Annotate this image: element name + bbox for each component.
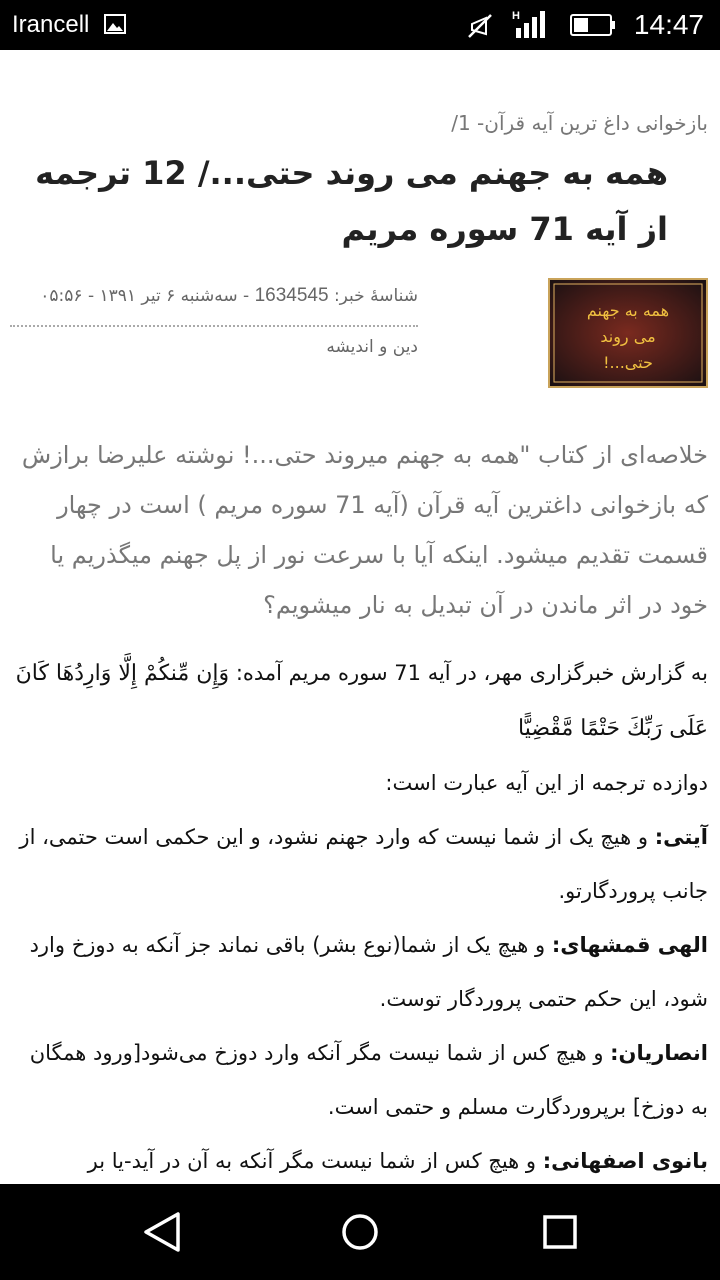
translator-name: بانوی اصفهانی: bbox=[542, 1149, 708, 1173]
clock: 14:47 bbox=[633, 9, 704, 40]
article-view[interactable] bbox=[0, 50, 720, 1184]
navigation-bar bbox=[0, 1184, 720, 1280]
translations-heading: دوازده ترجمه از این آیه عبارت است: bbox=[385, 771, 708, 795]
translator-name: آیتی: bbox=[654, 825, 708, 849]
thumbnail-text-line2: می روند bbox=[600, 327, 656, 346]
translation-text: و هیچ کس از شما نیست مگر آنکه وارد دوزخ می‌شود[ورود همگان به دوزخ] برپروردگارت مسلم و حتمی است. bbox=[29, 1041, 708, 1119]
article-thumbnail[interactable] bbox=[548, 278, 708, 388]
article-meta bbox=[10, 282, 418, 310]
meta-divider bbox=[10, 325, 418, 327]
article-date: - سه‌شنبه ۶ تیر ۱۳۹۱ - ۰۵:۵۶ bbox=[40, 286, 250, 306]
battery-icon bbox=[570, 14, 616, 36]
translation-text: و هیچ یک از شما نیست که وارد جهنم نشود، و این حکمی است حتمی، از جانب پروردگارتو. bbox=[19, 825, 708, 903]
article-kicker: بازخوانی داغ ترین آیه قرآن- 1/ bbox=[451, 111, 708, 135]
translator-name: انصاریان: bbox=[610, 1041, 708, 1065]
article-category[interactable]: دین و اندیشه bbox=[326, 337, 418, 357]
article-body bbox=[12, 646, 708, 1184]
signal-icon bbox=[510, 8, 552, 40]
article-headline: همه به جهنم می روند حتی.../ 12 ترجمه از آیه 71 سوره مریم bbox=[35, 154, 668, 248]
news-id: 1634545 bbox=[254, 285, 329, 306]
translation-text: و هیچ یک از شما(نوع بشر) باقی نماند جز آنکه به دوزخ وارد شود، این حکم حتمی پروردگار توست. bbox=[29, 933, 708, 1011]
recents-icon[interactable] bbox=[532, 1204, 588, 1260]
article-summary: خلاصه‌ای از کتاب "همه به جهنم میروند حتی...! نوشته علیرضا برازش که بازخوانی داغترین آیه قرآن (آیه 71 سوره مریم ) است در چهار قسمت تقدیم میشود. اینکه آیا با سرعت نور از پل جهنم میگذریم یا خود در اثر ماندن در آن تبدیل به نار میشویم؟ bbox=[21, 441, 708, 619]
translation-text: و هیچ کس از شما نیست مگر آنکه به آن در آید-یا بر bbox=[87, 1149, 537, 1173]
back-icon[interactable] bbox=[134, 1204, 190, 1260]
mute-icon bbox=[466, 12, 494, 40]
carrier-name: Irancell bbox=[12, 11, 90, 38]
translation-item bbox=[12, 1026, 708, 1134]
intro-paragraph bbox=[12, 646, 708, 756]
news-id-label: شناسهٔ خبر: bbox=[333, 286, 418, 306]
translator-name: الهی قمشهای: bbox=[551, 933, 708, 957]
status-bar bbox=[0, 0, 720, 50]
translation-item bbox=[12, 810, 708, 918]
translation-item bbox=[12, 1134, 708, 1184]
image-icon bbox=[104, 14, 126, 34]
quran-verse: وَإِن مِّنكُمْ إِلَّا وَارِدُهَا كَانَ عَلَى رَبِّكَ حَتْمًا مَّقْضِيًّا bbox=[15, 661, 708, 741]
translation-item bbox=[12, 918, 708, 1026]
thumbnail-text-line1: همه به جهنم bbox=[586, 301, 670, 320]
thumbnail-text-line3: حتی...! bbox=[603, 353, 653, 372]
home-icon[interactable] bbox=[332, 1204, 388, 1260]
network-type-label: H bbox=[512, 10, 520, 22]
intro-text: به گزارش خبرگزاری مهر، در آیه 71 سوره مریم آمده: bbox=[235, 661, 708, 685]
